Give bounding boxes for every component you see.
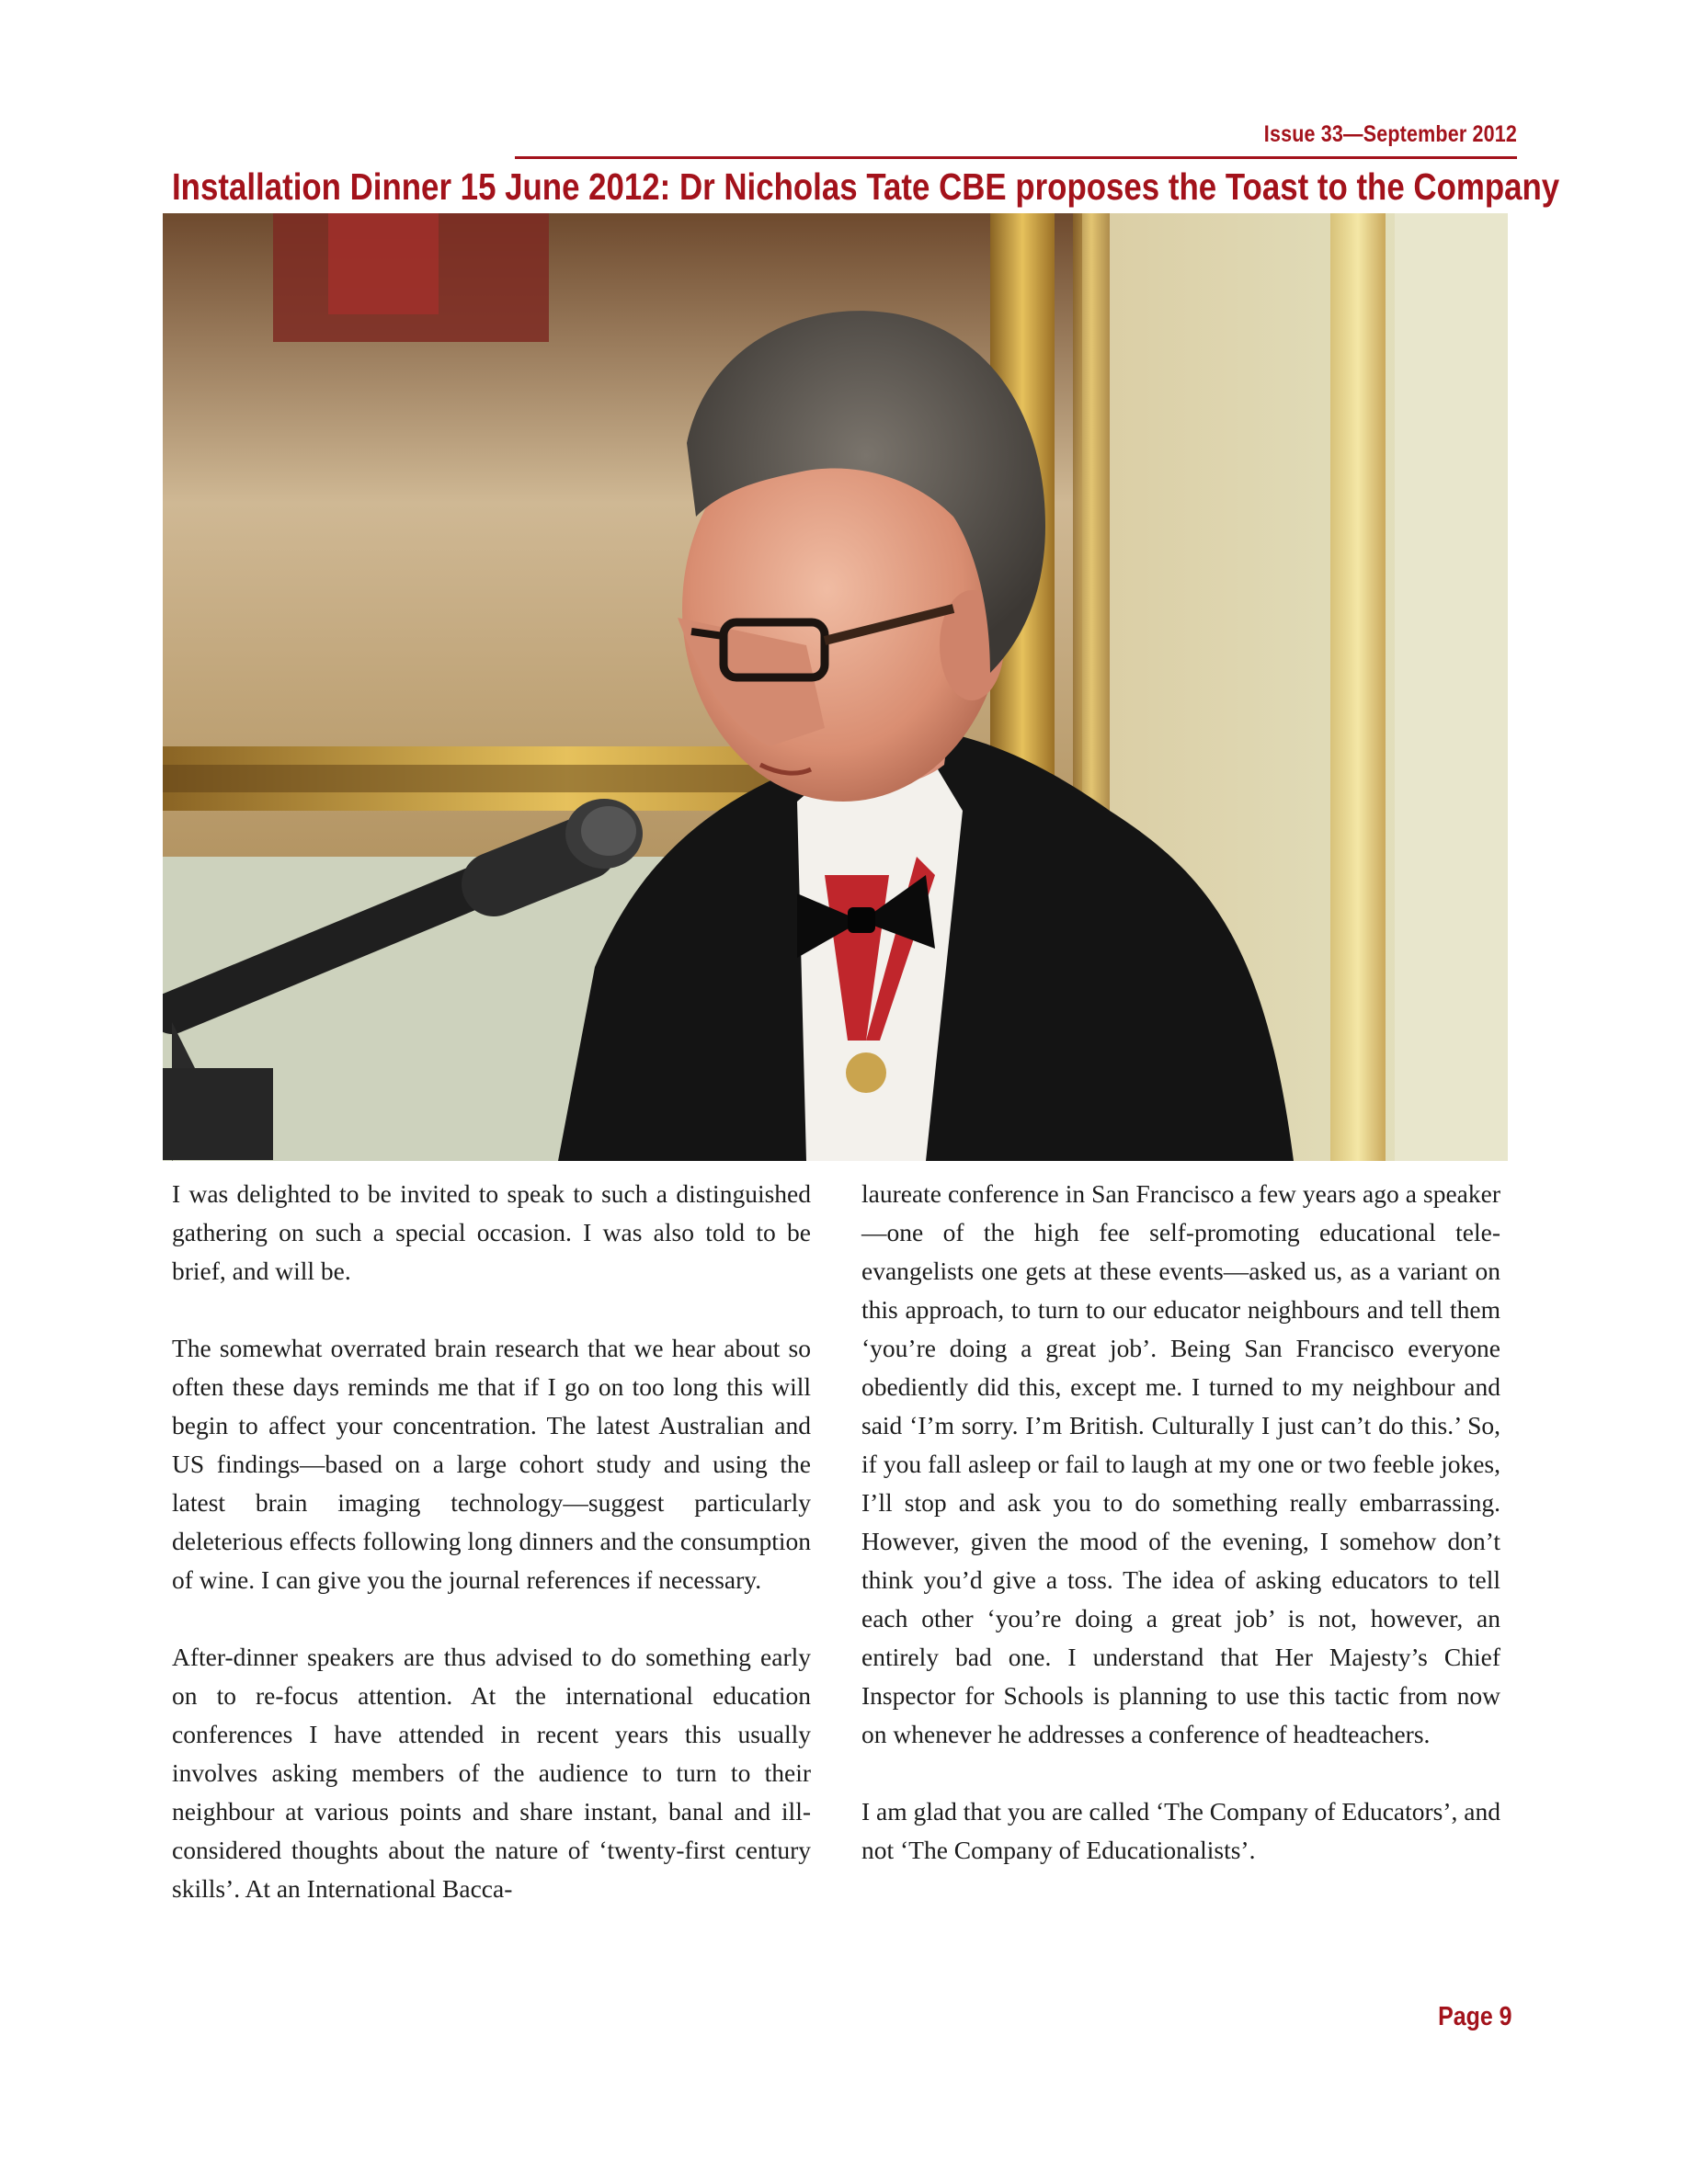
speaker-photo: [163, 213, 1508, 1161]
article-column-left: [172, 1175, 811, 1908]
paragraph: I am glad that you are called ‘The Company of Educators’, and not ‘The Company of Educationalists’.: [861, 1797, 1500, 1864]
paragraph: I was delighted to be invited to speak to such a distinguished gathering on such a special occasion. I was also told to be brief, and will be.: [172, 1179, 811, 1285]
paragraph: The somewhat overrated brain research that we hear about so often these days reminds me that if I go on too long this will begin to affect your concentration. The latest Australian and US findings—based on a large cohort study and using the latest brain imaging technology—suggest particularly deleterious effects following long dinners and the consumption of wine. I can give you the journal references if necessary.: [172, 1334, 811, 1594]
article-column-right: [861, 1175, 1500, 1870]
paragraph: laureate conference in San Francisco a few years ago a speaker—one of the high fee self-promoting educational tele-evangelists one gets at these events—asked us, as a variant on this approach, to turn to our educator neighbours and tell them ‘you’re doing a great job’. Being San Francisco everyone obediently did this, except me. I turned to my neighbour and said ‘I’m sorry. I’m British. Culturally I just can’t do this.’ So, if you fall asleep or fail to laugh at my one or two feeble jokes, I’ll stop and ask you to do something really embarrassing. However, given the mood of the evening, I somehow don’t think you’d give a toss. The idea of asking educators to tell each other ‘you’re doing a great job’ is not, however, an entirely bad one. I understand that Her Majesty’s Chief Inspector for Schools is planning to use this tactic from now on whenever he addresses a conference of headteachers.: [861, 1179, 1500, 1748]
paragraph: After-dinner speakers are thus advised to do something early on to re-focus attention. At the international education conferences I have attended in recent years this usually involves asking members of the audience to turn to their neighbour at various points and share instant, banal and ill-considered thoughts about the nature of ‘twenty-first century skills’. At an International Bacca-: [172, 1643, 811, 1903]
issue-label: Issue 33—September 2012: [1263, 121, 1517, 147]
article-title: Installation Dinner 15 June 2012: Dr Nicholas Tate CBE proposes the Toast to the Company: [172, 165, 1560, 208]
header-rule: [515, 156, 1517, 159]
page-number: Page 9: [1437, 2002, 1511, 2031]
